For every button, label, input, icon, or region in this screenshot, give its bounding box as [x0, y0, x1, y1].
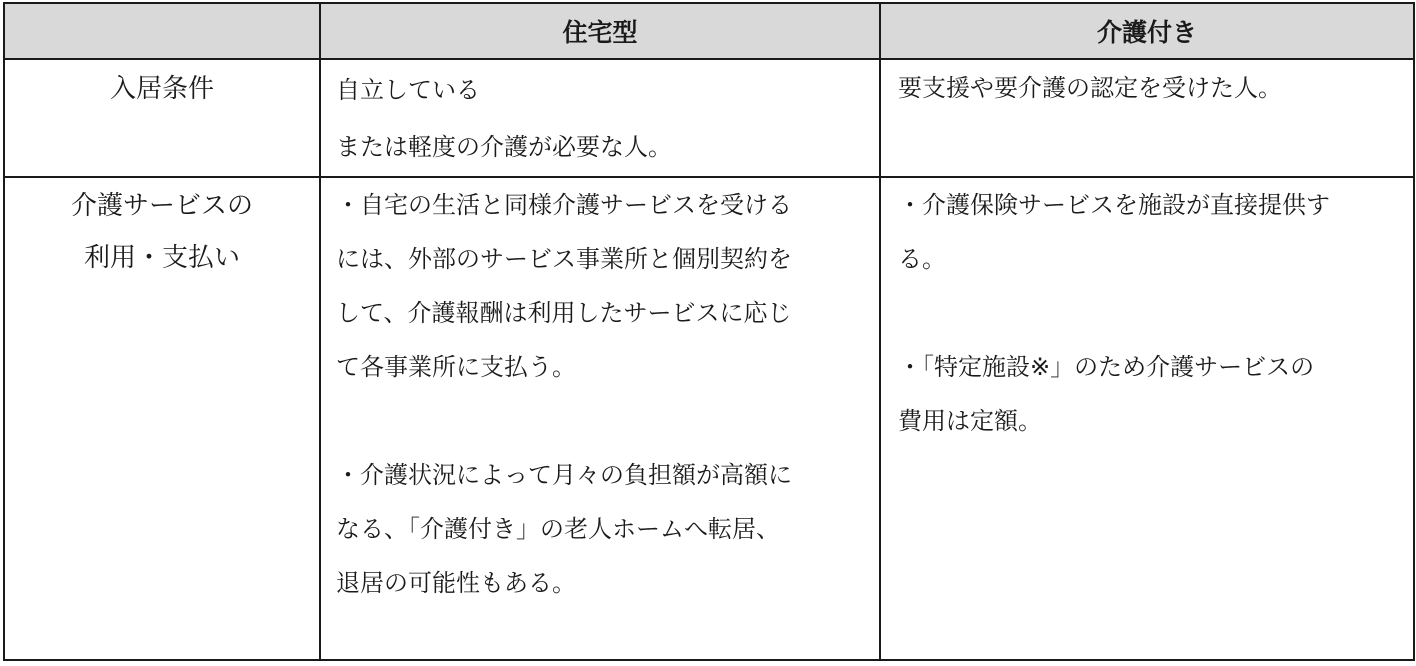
cell-text-line: には、外部のサービス事業所と個別契約を: [336, 245, 792, 273]
table-row-service-usage-payment: [4, 177, 1414, 660]
cell-text-line: 退居の可能性もある。: [336, 569, 576, 597]
cell-care-admission: [880, 59, 1414, 177]
row-label-line: 入居条件: [109, 74, 214, 104]
cell-text-line: または軽度の介護が必要な人。: [336, 133, 672, 161]
cell-care-service: [880, 177, 1414, 660]
row-label-admission-conditions: [4, 59, 320, 177]
cell-text-line: して、介護報酬は利用したサービスに応じ: [336, 299, 792, 327]
header-residential-type: 住宅型: [320, 3, 880, 59]
cell-text-line: ・「特定施設※」のため介護サービスの: [898, 353, 1315, 381]
cell-text-line: 要支援や要介護の認定を受けた人。: [898, 74, 1282, 102]
cell-text-line: ・介護保険サービスを施設が直接提供す: [898, 191, 1330, 219]
paragraph-spacer: [336, 394, 865, 448]
cell-text-line: なる、「介護付き」の老人ホームへ転居、: [336, 515, 780, 543]
cell-residential-admission: [320, 59, 880, 177]
cell-text-line: ・自宅の生活と同様介護サービスを受ける: [336, 191, 792, 219]
cell-text-line: 自立している: [336, 76, 480, 104]
cell-text-line: ・介護状況によって月々の負担額が高額に: [336, 461, 792, 489]
header-care-type: 介護付き: [880, 3, 1414, 59]
comparison-table: [3, 2, 1415, 661]
cell-text-line: て各事業所に支払う。: [336, 353, 576, 381]
table-row-admission-conditions: [4, 59, 1414, 177]
cell-residential-service: [320, 177, 880, 660]
header-row: [4, 3, 1414, 59]
header-empty-cell: [4, 3, 320, 59]
row-label-line: 介護サービスの: [70, 191, 253, 221]
paragraph-spacer: [898, 286, 1399, 340]
row-label-service-usage-payment: [4, 177, 320, 660]
cell-text-line: る。: [898, 245, 946, 273]
cell-text-line: 費用は定額。: [898, 407, 1042, 435]
row-label-line: 利用・支払い: [83, 243, 240, 273]
